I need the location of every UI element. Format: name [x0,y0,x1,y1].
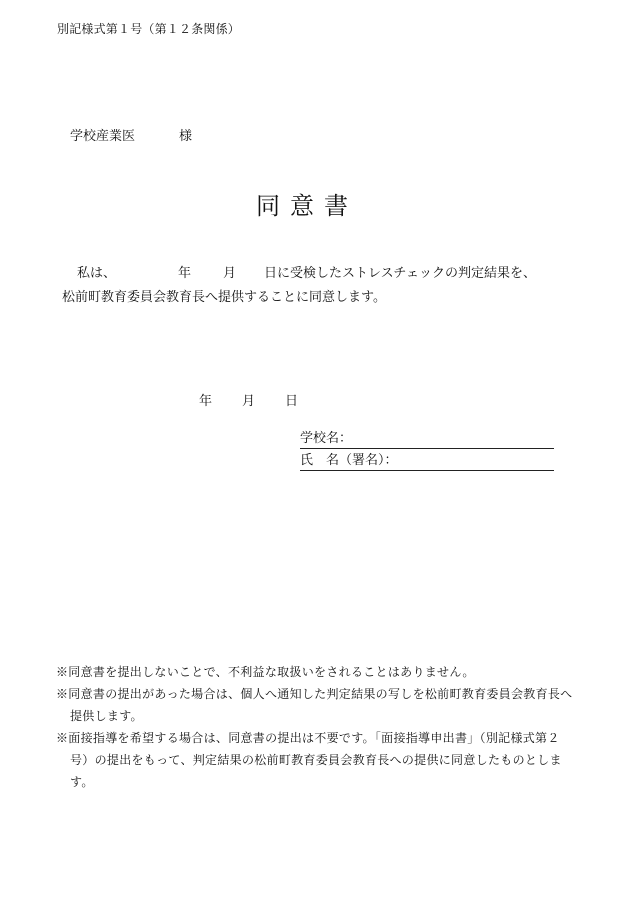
note-item: ※同意書を提出しないことで、不利益な取扱いをされることはありません。 [56,665,475,679]
consent-day-text: 日に受検したストレスチェックの判定結果を、 [264,266,537,281]
date-year-unit: 年 [199,394,213,409]
consent-statement-line1 [77,262,536,281]
signature-name-field[interactable] [300,453,554,471]
document-title: 同意書 [256,192,358,220]
school-name-label: 学校名： [300,431,353,446]
recipient-line [70,125,192,144]
note-item: ※面接指導を希望する場合は、同意書の提出は不要です。「面接指導申出書」（別記様式第２号）の提出をもって、判定結果の松前町教育委員会教育長への提供に同意したものとします。 [56,731,562,789]
date-day-unit: 日 [285,394,299,409]
note-item: ※同意書の提出があった場合は、個人へ通知した判定結果の写しを松前町教育委員会教育長へ提供します。 [56,687,573,723]
signature-name-label: 氏 名（署名）： [300,453,398,468]
date-month-unit: 月 [242,394,256,409]
notes-section [56,661,576,793]
date-line [199,390,298,409]
school-name-field[interactable] [300,431,554,449]
consent-year-unit: 年 [178,266,192,281]
recipient-name: 学校産業医 [70,129,136,144]
consent-prefix: 私は、 [77,266,117,281]
recipient-honorific: 様 [179,129,193,144]
form-number: 別記様式第１号（第１２条関係） [57,22,241,36]
consent-statement-line2: 松前町教育委員会教育長へ提供することに同意します。 [62,290,386,305]
consent-month-unit: 月 [223,266,237,281]
